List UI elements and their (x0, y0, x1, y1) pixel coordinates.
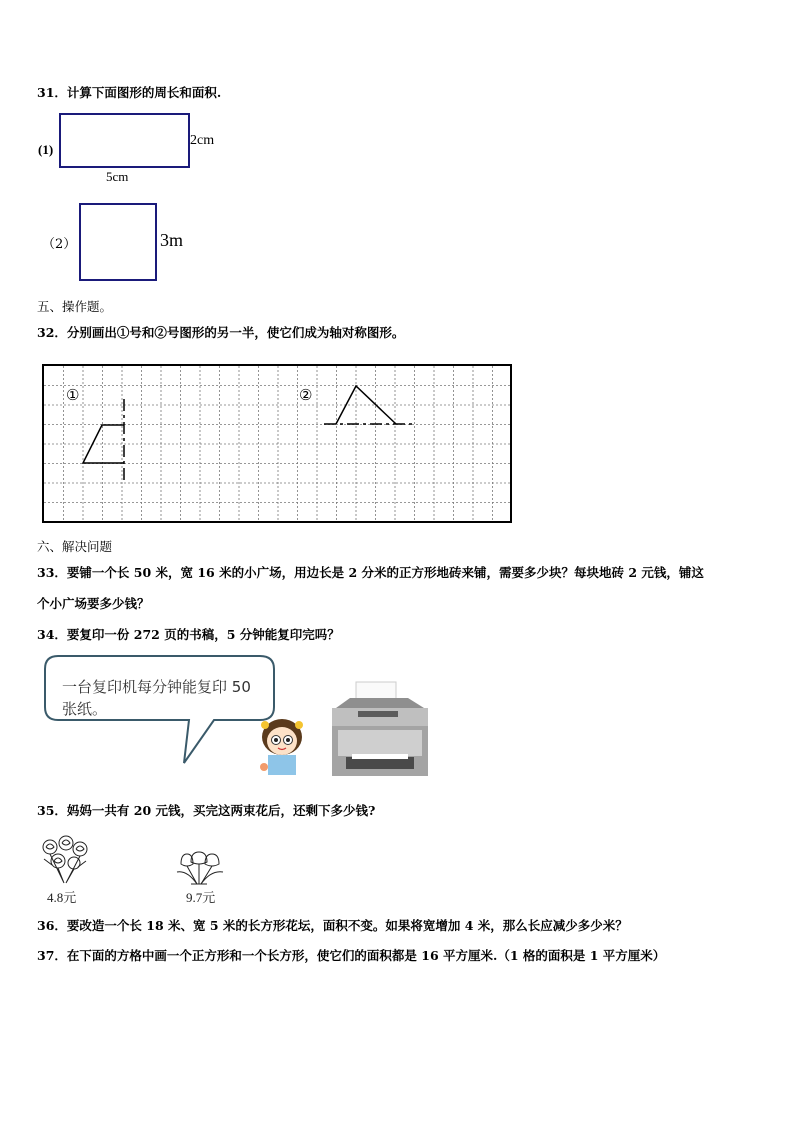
photocopier-icon (328, 680, 432, 780)
bubble-line2: 张纸。 (62, 700, 108, 718)
dotted-grid (42, 364, 512, 523)
square-figure (79, 203, 157, 281)
q31-fig1-label: (1) (38, 142, 54, 157)
price-roses: 4.8元 (47, 890, 77, 905)
q31-fig2-label: （2） (42, 237, 77, 252)
q33-line2: 个小广场要多少钱？ (37, 596, 150, 611)
q32-title: 32．分别画出①号和②号图形的另一半，使它们成为轴对称图形。 (37, 325, 405, 340)
q34-title: 34．要复印一份 272 页的书稿，5 分钟能复印完吗？ (37, 627, 340, 642)
grid-mark-2: ② (299, 386, 313, 404)
section-5-title: 五、操作题。 (37, 299, 113, 314)
rectangle-figure (59, 113, 190, 168)
grid-mark-1: ① (66, 386, 80, 404)
q36-title: 36．要改造一个长 18 米、宽 5 米的长方形花坛，面积不变。如果将宽增加 4 米，那么长应减少多少米？ (37, 918, 628, 933)
section-6-title: 六、解决问题 (37, 539, 113, 554)
q31-fig2-side-label: 3m (160, 230, 184, 250)
grid-lines (44, 366, 510, 521)
q31-fig1-bottom-label: 5cm (106, 169, 129, 184)
q35-title: 35．妈妈一共有 20 元钱，买完这两束花后，还剩下多少钱? (37, 803, 376, 818)
q31-title: 31．计算下面图形的周长和面积. (37, 85, 222, 100)
bubble-line1: 一台复印机每分钟能复印 50 (62, 678, 251, 696)
price-tulips: 9.7元 (186, 890, 216, 905)
q37-title: 37．在下面的方格中画一个正方形和一个长方形，使它们的面积都是 16 平方厘米.（1 格的面积是 1 平方厘米） (37, 948, 666, 963)
tulip-bouquet-icon (175, 850, 225, 888)
rose-bouquet-icon (38, 835, 92, 885)
girl-cartoon-icon (256, 715, 308, 775)
q33-line1: 33．要铺一个长 50 米，宽 16 米的小广场，用边长是 2 分米的正方形地砖来铺，需要多少块？每块地砖 2 元钱，铺这 (37, 565, 704, 580)
q31-fig1-side-label: 2cm (190, 133, 215, 148)
